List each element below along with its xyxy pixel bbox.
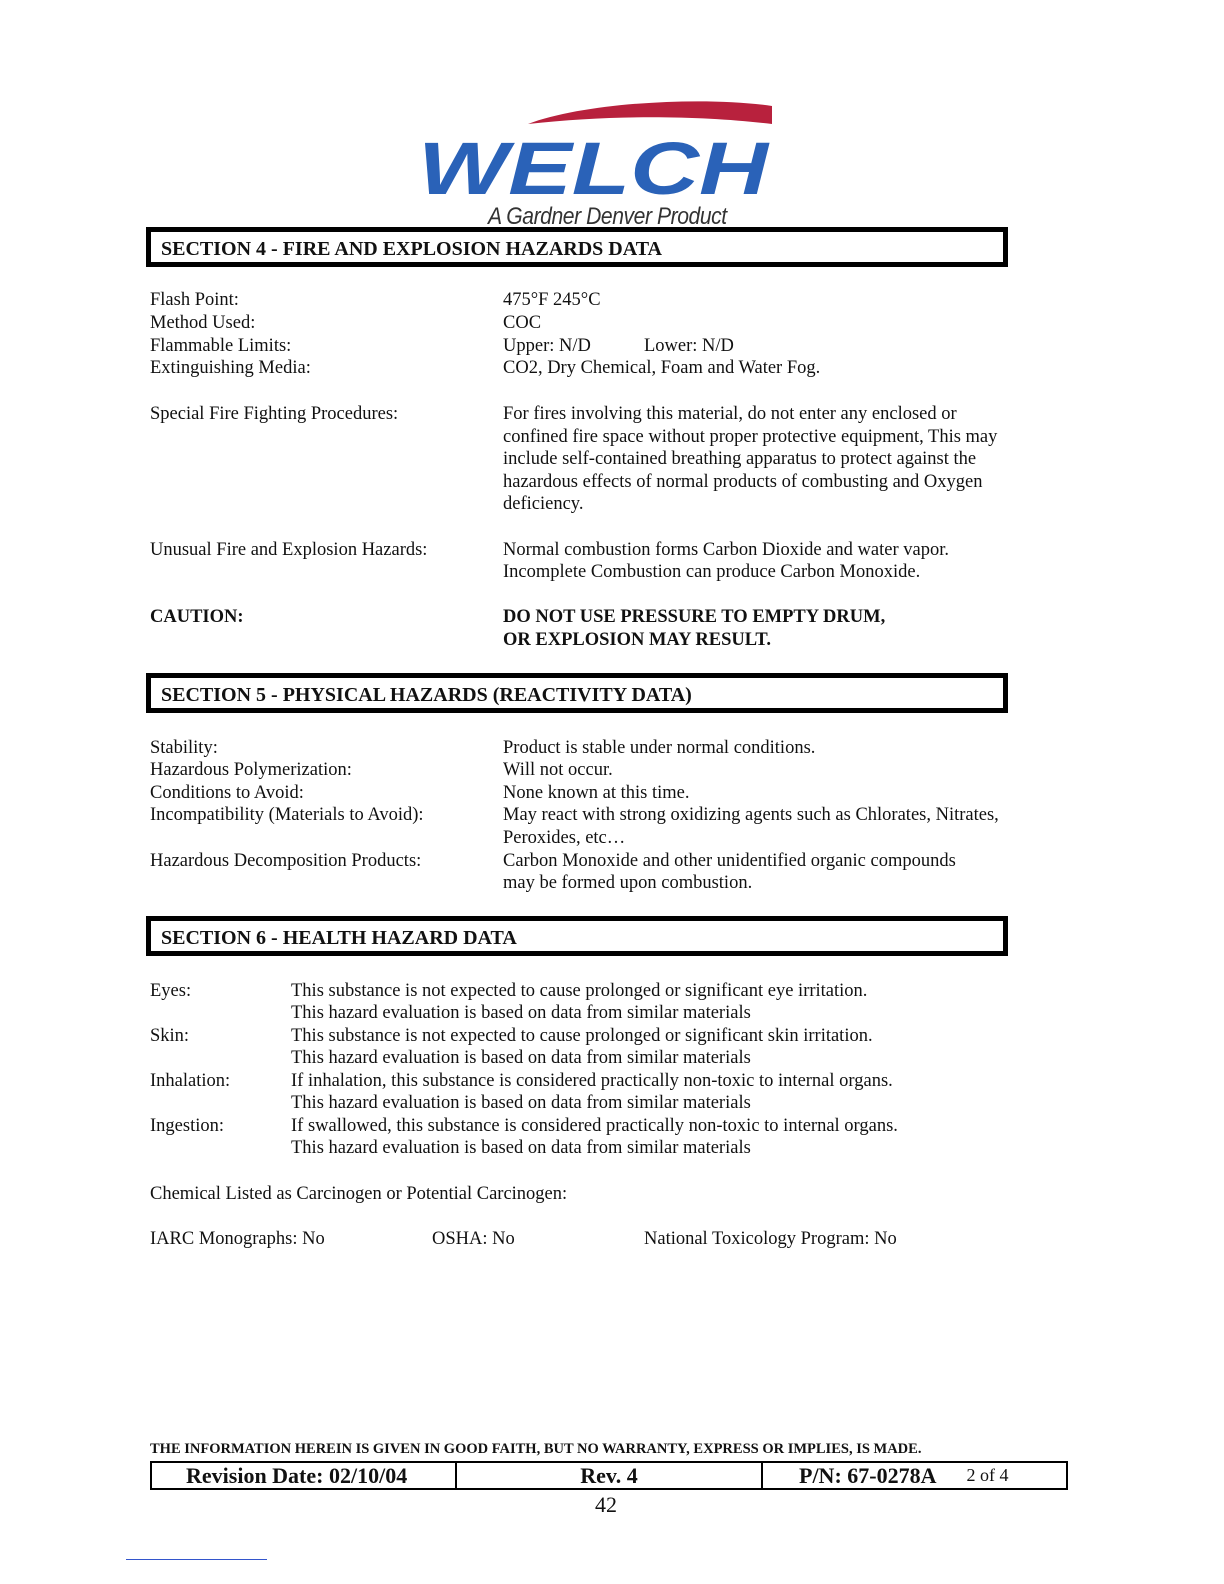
disclaimer: THE INFORMATION HEREIN IS GIVEN IN GOOD FAITH, BUT NO WARRANTY, EXPRESS OR IMPLIES, IS MADE.	[150, 1441, 922, 1457]
skin-line: This substance is not expected to cause prolonged or significant skin irritation.	[291, 1026, 873, 1046]
decomposition-line: may be formed upon combustion.	[503, 873, 753, 893]
footer-table	[150, 1461, 1068, 1490]
revision-date: Revision Date: 02/10/04	[152, 1463, 457, 1488]
section-4-header	[146, 227, 1008, 267]
page-of: 2 of 4	[966, 1465, 1009, 1485]
osha-status: OSHA: No	[432, 1229, 515, 1249]
method-value: COC	[503, 313, 542, 333]
part-number-cell	[763, 1463, 1066, 1488]
unusual-line: Normal combustion forms Carbon Dioxide and water vapor.	[503, 540, 949, 560]
unusual-line: Incomplete Combustion can produce Carbon Monoxide.	[503, 562, 921, 582]
flammable-lower: Lower: N/D	[644, 336, 734, 356]
logo-tagline: A Gardner Denver Product	[488, 203, 727, 230]
ingestion-line: This hazard evaluation is based on data from similar materials	[291, 1138, 751, 1158]
ingestion-label: Ingestion:	[150, 1116, 224, 1136]
eyes-label: Eyes:	[150, 981, 192, 1001]
flash-point-value: 475°F 245°C	[503, 290, 601, 310]
incompatibility-line: Peroxides, etc…	[503, 828, 626, 848]
conditions-value: None known at this time.	[503, 783, 690, 803]
method-label: Method Used:	[150, 313, 256, 333]
section-5-title: SECTION 5 - PHYSICAL HAZARDS (REACTIVITY DATA)	[161, 684, 692, 706]
caution-label: CAUTION:	[150, 607, 244, 627]
stability-label: Stability:	[150, 738, 218, 758]
bottom-rule	[126, 1559, 267, 1560]
polymerization-label: Hazardous Polymerization:	[150, 760, 352, 780]
stability-value: Product is stable under normal conditions.	[503, 738, 816, 758]
inhalation-label: Inhalation:	[150, 1071, 231, 1091]
special-line: hazardous effects of normal products of combusting and Oxygen	[503, 472, 983, 492]
eyes-line: This substance is not expected to cause prolonged or significant eye irritation.	[291, 981, 868, 1001]
section-5-header	[146, 673, 1008, 713]
part-number: P/N: 67-0278A	[799, 1462, 937, 1488]
special-procedures-label: Special Fire Fighting Procedures:	[150, 404, 399, 424]
flash-point-label: Flash Point:	[150, 290, 239, 310]
skin-label: Skin:	[150, 1026, 190, 1046]
unusual-hazards-label: Unusual Fire and Explosion Hazards:	[150, 540, 428, 560]
flammable-limits-label: Flammable Limits:	[150, 336, 292, 356]
section-6-title: SECTION 6 - HEALTH HAZARD DATA	[161, 927, 517, 949]
ingestion-line: If swallowed, this substance is considered practically non-toxic to internal organs.	[291, 1116, 898, 1136]
page-number: 42	[595, 1492, 617, 1517]
caution-line: DO NOT USE PRESSURE TO EMPTY DRUM,	[503, 607, 886, 627]
polymerization-value: Will not occur.	[503, 760, 613, 780]
skin-line: This hazard evaluation is based on data from similar materials	[291, 1048, 751, 1068]
special-line: For fires involving this material, do not enter any enclosed or	[503, 404, 957, 424]
eyes-line: This hazard evaluation is based on data from similar materials	[291, 1003, 751, 1023]
incompatibility-line: May react with strong oxidizing agents such as Chlorates, Nitrates,	[503, 805, 999, 825]
conditions-label: Conditions to Avoid:	[150, 783, 304, 803]
revision-number: Rev. 4	[457, 1463, 763, 1488]
inhalation-line: This hazard evaluation is based on data from similar materials	[291, 1093, 751, 1113]
section-6-header	[146, 916, 1008, 956]
incompatibility-label: Incompatibility (Materials to Avoid):	[150, 805, 424, 825]
decomposition-label: Hazardous Decomposition Products:	[150, 851, 422, 871]
decomposition-line: Carbon Monoxide and other unidentified organic compounds	[503, 851, 956, 871]
extinguishing-label: Extinguishing Media:	[150, 358, 311, 378]
logo-brand-text: WELCH	[418, 127, 770, 210]
inhalation-line: If inhalation, this substance is considered practically non-toxic to internal organs.	[291, 1071, 893, 1091]
special-line: include self-contained breathing apparatus to protect against the	[503, 449, 977, 469]
extinguishing-value: CO2, Dry Chemical, Foam and Water Fog.	[503, 358, 821, 378]
caution-line: OR EXPLOSION MAY RESULT.	[503, 630, 771, 650]
ntp-status: National Toxicology Program: No	[644, 1229, 897, 1249]
special-line: confined fire space without proper protective equipment, This may	[503, 427, 998, 447]
flammable-upper: Upper: N/D	[503, 336, 591, 356]
special-line: deficiency.	[503, 494, 584, 514]
carcinogen-heading: Chemical Listed as Carcinogen or Potential Carcinogen:	[150, 1184, 568, 1204]
section-4-title: SECTION 4 - FIRE AND EXPLOSION HAZARDS DATA	[161, 238, 662, 260]
iarc-status: IARC Monographs: No	[150, 1229, 325, 1249]
